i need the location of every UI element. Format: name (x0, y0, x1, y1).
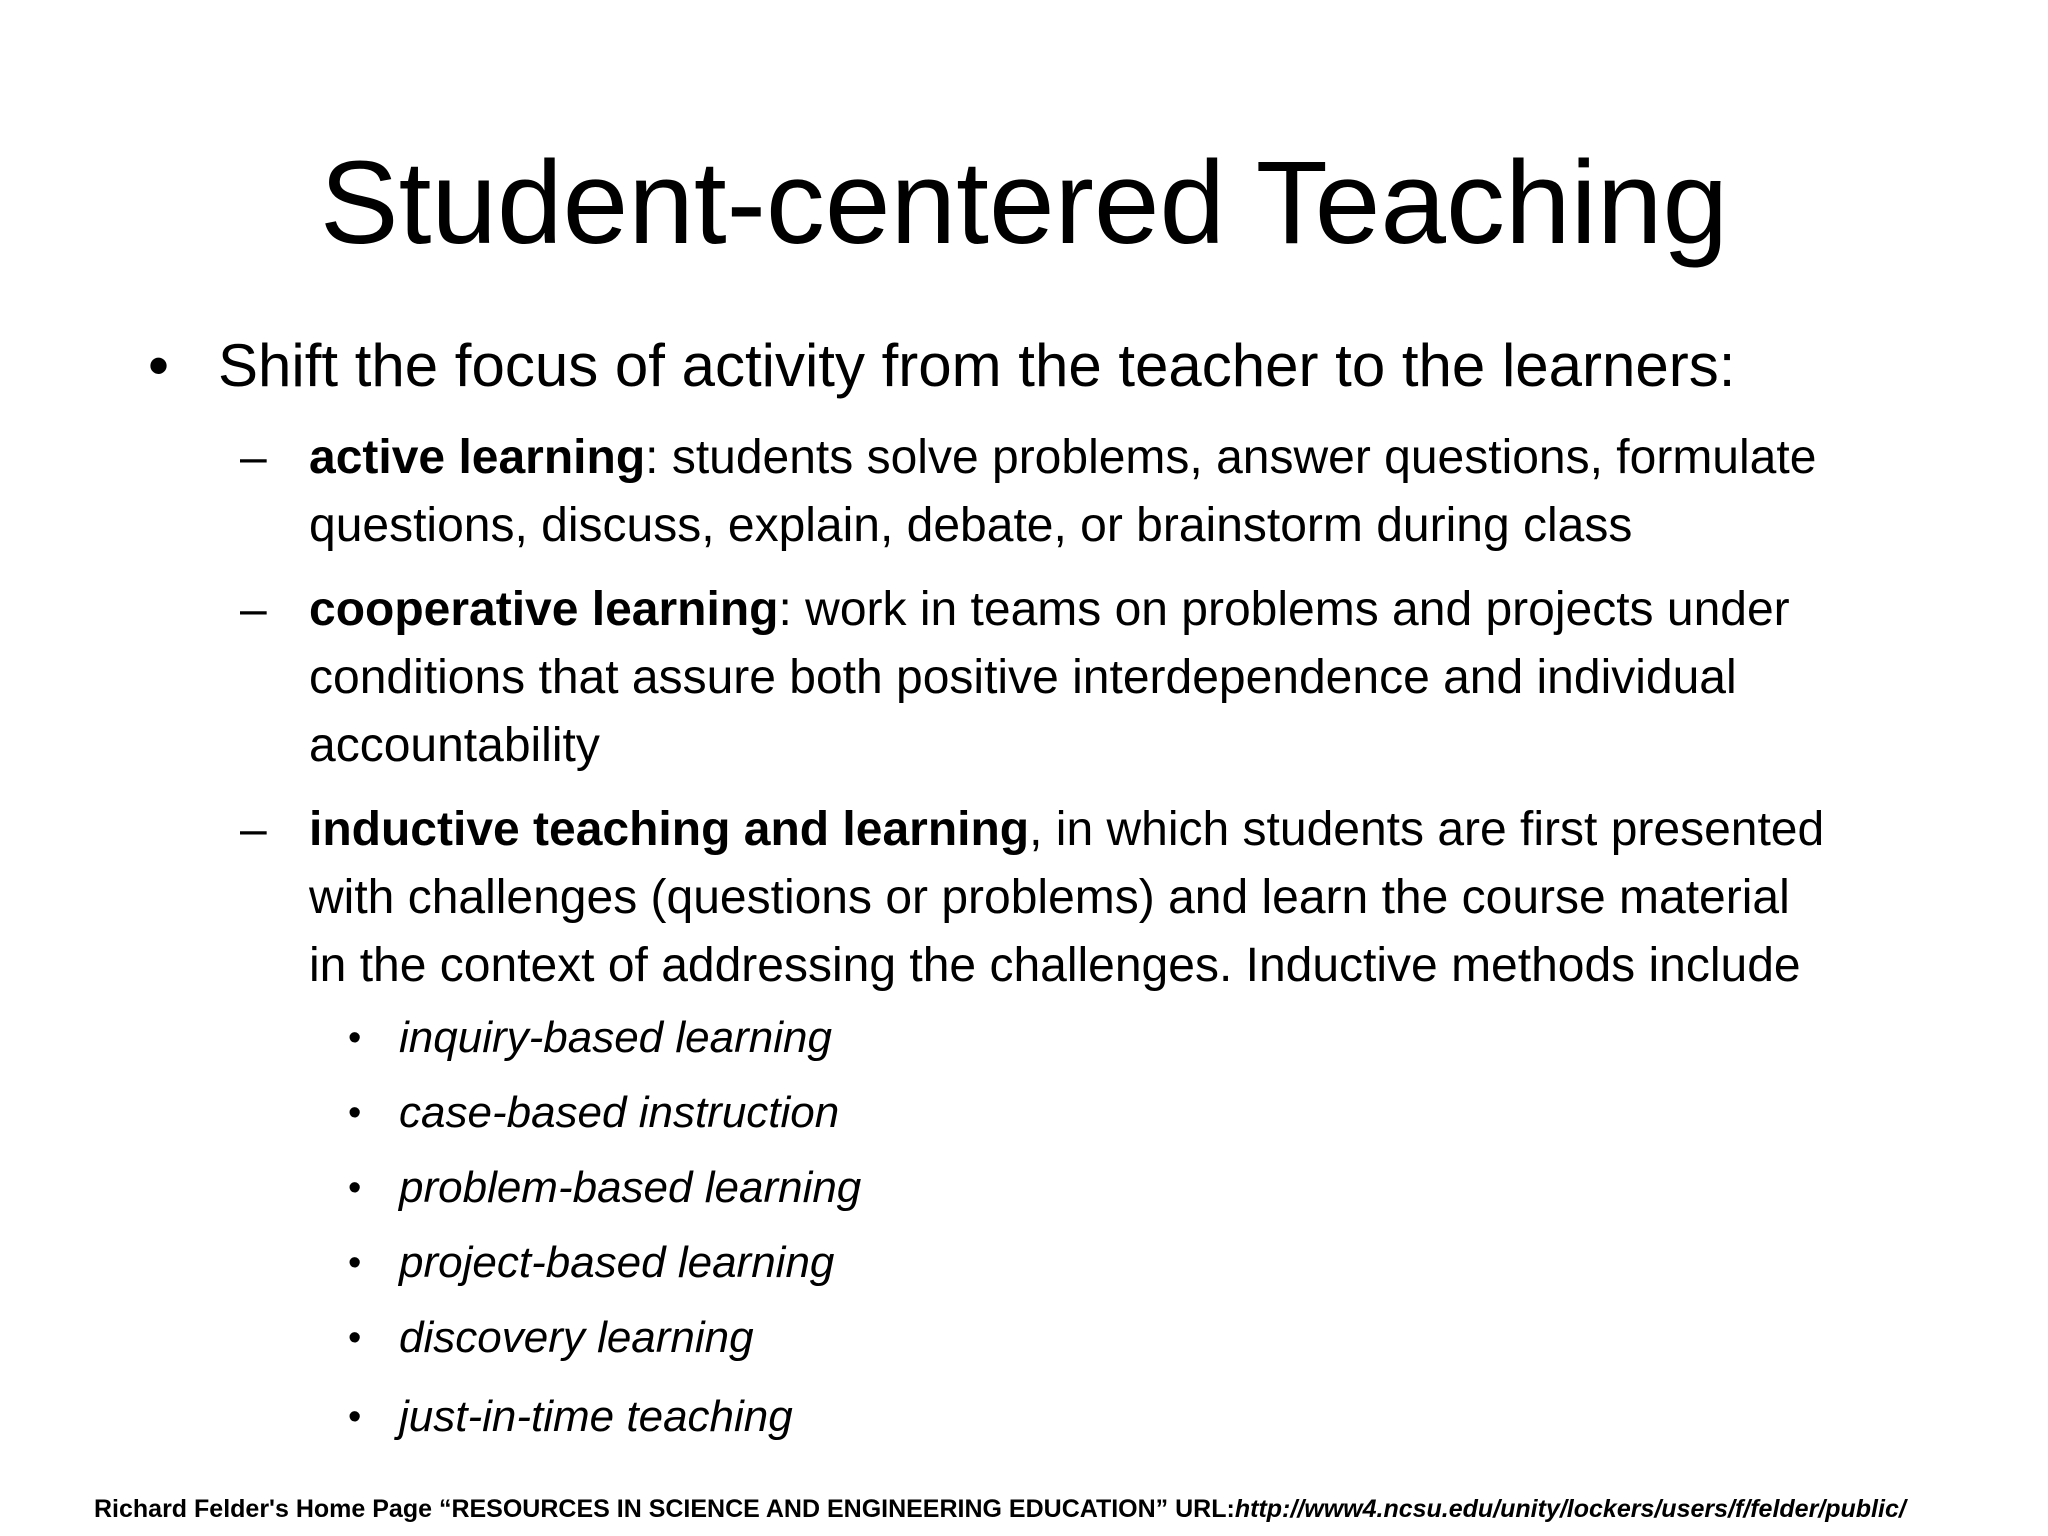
slide-title: Student-centered Teaching (319, 137, 1729, 269)
bullet-icon: • (148, 332, 170, 399)
footer-citation (94, 1494, 1906, 1524)
list-item (348, 1387, 1248, 1462)
sub-item-term: active learning (309, 431, 646, 484)
dash-icon: – (240, 431, 267, 484)
sub-item-inductive-teaching (240, 796, 1960, 1000)
sub-item-cooperative-learning (240, 576, 1960, 780)
bullet-icon: • (348, 1317, 362, 1359)
sub-item-line: in the context of addressing the challenges. Inductive methods include (309, 939, 1801, 992)
dash-icon: – (240, 583, 267, 636)
main-bullet-text: Shift the focus of activity from the teacher to the learners: (218, 332, 1736, 399)
bullet-icon: • (348, 1092, 362, 1134)
sub-item-text: , in which students are first presented (1029, 803, 1825, 856)
list-item (348, 1083, 1248, 1158)
method-label: case-based instruction (399, 1088, 840, 1137)
footer-text: Richard Felder's Home Page “RESOURCES IN SCIENCE AND ENGINEERING EDUCATION” URL: (94, 1495, 1235, 1523)
method-label: just-in-time teaching (399, 1392, 793, 1441)
sub-item-active-learning (240, 424, 1960, 560)
sub-item-text: : students solve problems, answer questions, formulate (645, 431, 1817, 484)
dash-icon: – (240, 803, 267, 856)
method-label: problem-based learning (399, 1163, 862, 1212)
bullet-icon: • (348, 1017, 362, 1059)
bullet-icon: • (348, 1167, 362, 1209)
sub-item-line: questions, discuss, explain, debate, or brainstorm during class (309, 499, 1633, 552)
list-item (348, 1008, 1248, 1083)
inductive-methods-list (348, 1008, 1248, 1462)
sub-item-line (309, 424, 1960, 492)
list-item (348, 1308, 1248, 1383)
sub-item-line: accountability (309, 719, 600, 772)
sub-item-term: cooperative learning (309, 583, 779, 636)
footer-url: http://www4.ncsu.edu/unity/lockers/users/f/felder/public/ (1234, 1495, 1906, 1523)
sub-item-line (309, 576, 1960, 644)
method-label: inquiry-based learning (399, 1013, 832, 1062)
sub-item-line (309, 796, 1960, 864)
sub-item-term: inductive teaching and learning (309, 803, 1030, 856)
bullet-icon: • (348, 1396, 362, 1438)
method-label: project-based learning (399, 1238, 835, 1287)
sub-item-line: conditions that assure both positive interdependence and individual (309, 651, 1737, 704)
sub-item-line: with challenges (questions or problems) and learn the course material (309, 871, 1790, 924)
list-item (348, 1233, 1248, 1308)
sub-item-text: : work in teams on problems and projects under (778, 583, 1790, 636)
list-item (348, 1158, 1248, 1233)
bullet-icon: • (348, 1242, 362, 1284)
method-label: discovery learning (399, 1313, 754, 1362)
